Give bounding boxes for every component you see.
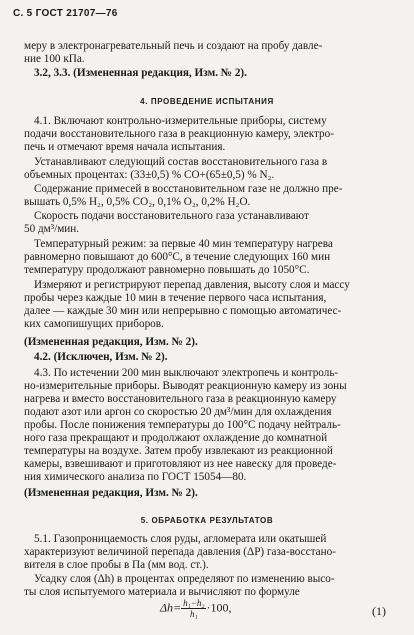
text-line: Температурный режим: за первые 40 мин температуру нагрева <box>34 238 333 250</box>
section-heading: 4. ПРОВЕДЕНИЕ ИСПЫТАНИЯ <box>140 97 274 106</box>
text-line: объемных процентах: (33±0,5) % CO+(65±0,5) % N₂. <box>24 169 275 181</box>
text-line: ного газа прекращают и продолжают охлаждение до комнатной <box>24 432 328 444</box>
formula-fraction <box>181 598 206 619</box>
text-line: но-измерительные приборы. Выводят реакционную камеру из зоны <box>24 380 347 392</box>
text-line: вителя в слое пробы в Па (мм вод. ст.). <box>24 559 209 571</box>
formula-lhs: Δh= <box>160 600 182 615</box>
text-line: пробы через каждые 10 мин в течение первого часа испытания, <box>24 292 327 304</box>
formula-rhs: ·100, <box>206 600 232 615</box>
amendment-note: (Измененная редакция, Изм. № 2). <box>24 487 198 499</box>
text-line: подают азот или аргон со скоростью 20 дм³/мин для охлаждения <box>24 406 332 418</box>
text-line: Скорость подачи восстановительного газа устанавливают <box>34 210 309 222</box>
equation-number: (1) <box>372 604 386 618</box>
text-line: меру в электронагревательный печь и создают на пробу давле- <box>24 40 323 52</box>
text-line: 50 дм³/мин. <box>24 223 80 235</box>
text-line: 5.1. Газопроницаемость слоя руды, агломерата или окатышей <box>34 533 327 545</box>
text-line: далее — каждые 30 мин или непрерывно с помощью автоматичес- <box>24 305 342 317</box>
text-line: Усадку слоя (Δh) в процентах определяют по изменению высо- <box>34 573 335 585</box>
text-line: температуру продолжают равномерно повышать до 1050°С. <box>24 264 310 276</box>
formula-numerator: h₁−h₂ <box>183 598 205 608</box>
formula <box>160 598 231 619</box>
amendment-note: 3.2, 3.3. (Измененная редакция, Изм. № 2). <box>34 67 247 79</box>
amendment-note: (Измененная редакция, Изм. № 2). <box>24 336 198 348</box>
text-line: вышать 0,5% H₂, 0,5% CO₂, 0,1% O₂, 0,2% H₂O. <box>24 196 251 208</box>
formula-denominator: h₁ <box>189 609 198 619</box>
text-line: 4.3. По истечении 200 мин выключают электропечь и контроль- <box>34 367 339 379</box>
page-header: С. 5 ГОСТ 21707—76 <box>13 8 118 19</box>
text-line: 4.1. Включают контрольно-измерительные приборы, систему <box>34 115 327 127</box>
text-line: характеризуют величиной перепада давления (ΔP) газа-восстано- <box>24 546 336 558</box>
text-line: камеры, взвешивают и приготовляют из нее навеску для проведе- <box>24 458 337 470</box>
text-line: Измеряют и регистрируют перепад давления, высоту слоя и массу <box>34 279 350 291</box>
text-line: ты слоя испытуемого материала и вычисляют по формуле <box>24 586 300 598</box>
text-line: температуры на воздухе. Затем пробу извлекают из реакционной <box>24 445 333 457</box>
text-line: ния химического анализа по ГОСТ 15054—80. <box>24 471 247 483</box>
text-line: печь и отмечают время начала испытания. <box>24 141 226 153</box>
section-heading: 5. ОБРАБОТКА РЕЗУЛЬТАТОВ <box>140 516 274 525</box>
text-line: Содержание примесей в восстановительном газе не должно пре- <box>34 183 343 195</box>
text-line: нагрева и вместо восстановительного газа в реакционную камеру <box>24 393 337 405</box>
text-line: равномерно повышают до 600°С, в течение следующих 160 мин <box>24 251 331 263</box>
text-line: ние 100 кПа. <box>24 53 85 65</box>
text-line: подачи восстановительного газа в реакционную камеру, электро- <box>24 128 334 140</box>
excluded-note: 4.2. (Исключен, Изм. № 2). <box>34 351 168 363</box>
text-line: Устанавливают следующий состав восстановительного газа в <box>34 156 328 168</box>
text-line: пробы. После понижения температуры до 100°С подачу нейтраль- <box>24 419 341 431</box>
text-line: ких самопишущих приборов. <box>24 318 164 330</box>
